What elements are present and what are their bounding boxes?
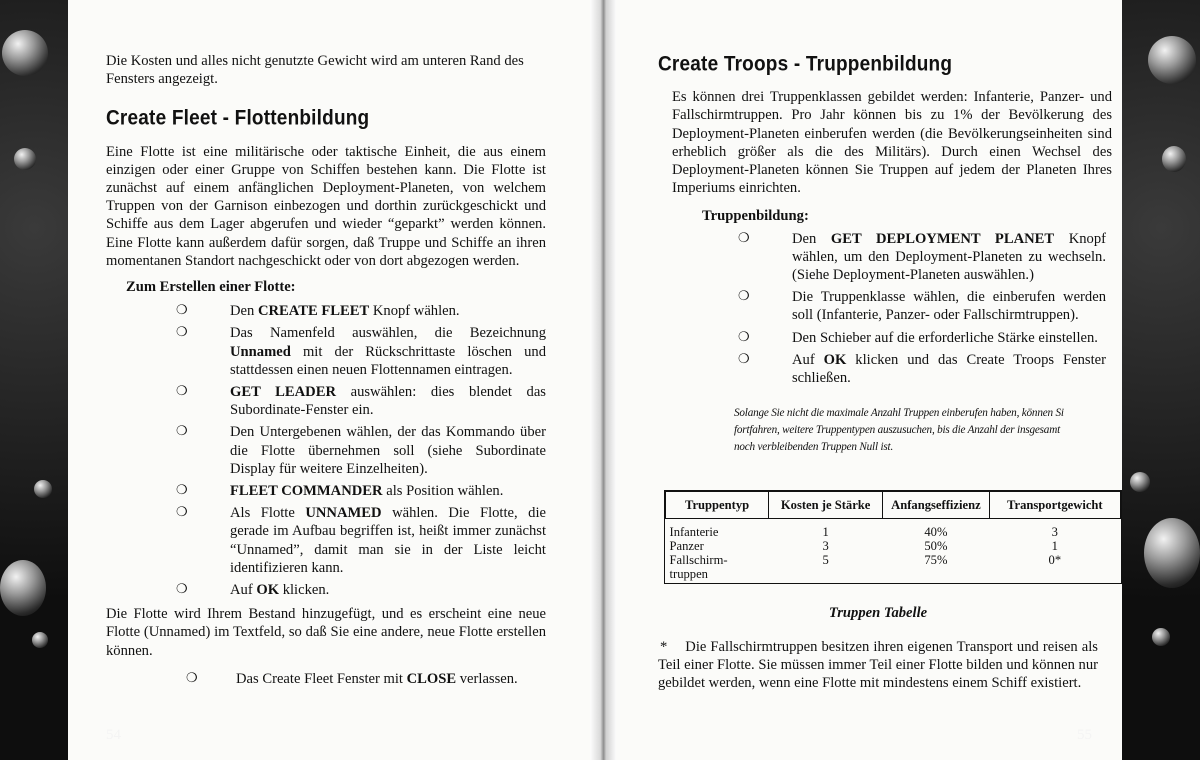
page-number: 54: [106, 727, 121, 743]
planet-image: [1144, 518, 1200, 588]
book-gutter: [590, 0, 616, 760]
note-line: Solange Sie nicht die maximale Anzahl Truppen einberufen haben, können Si: [734, 407, 1064, 420]
planet-image: [34, 480, 52, 498]
bullet-icon: ❍: [186, 670, 198, 686]
note-line: fortfahren, weitere Truppentypen auszusuchen, bis die Anzahl der insgesamt: [734, 424, 1060, 437]
step-item: [176, 302, 546, 320]
table-cell: Infanterie: [669, 525, 719, 540]
step-keyword: Unnamed: [230, 343, 291, 360]
table-cell: 1: [1051, 539, 1058, 554]
note-line: noch verbleibenden Truppen Null ist.: [734, 441, 894, 454]
right-page: [616, 0, 1122, 760]
body-paragraph: Es können drei Truppenklassen gebildet werden: Infanterie, Panzer- und Fallschirmtruppen. Pro Jahr können bis zu 1% der Bevölkerung des Deployment-Planeten einberufen werden (die Bevölkerungseinheiten sind erheblich größer als die des Militärs). Durch einen Wechsel des Deployment-Planeten können Sie Truppen auf jedem der Planeten Ihres Imperiums einrichten.: [672, 89, 1112, 197]
table-row: [666, 553, 1121, 583]
table-caption: Truppen Tabelle: [828, 604, 928, 621]
bullet-icon: ❍: [738, 289, 750, 305]
step-text: Auf: [792, 351, 824, 368]
bullet-icon: ❍: [176, 424, 188, 440]
section-heading: [106, 109, 576, 129]
step-item: [738, 329, 1106, 347]
step-item: [738, 351, 1106, 387]
table-cell: 40%: [924, 525, 948, 540]
planet-image: [1148, 36, 1196, 84]
footnote-marker: *: [660, 638, 668, 655]
table-cell: 0*: [1048, 553, 1062, 568]
table-header: Transportgewicht: [989, 492, 1120, 519]
step-item: [186, 670, 546, 688]
step-text: wählen. Die Flotte, die gerade im Aufbau begriffen ist, heißt immer zunächst “Unnamed”, damit man sie in der Liste leicht identifizieren kann.: [230, 505, 546, 576]
intro-paragraph: Die Kosten und alles nicht genutzte Gewicht wird am unteren Rand des Fensters angezeigt.: [106, 53, 524, 88]
step-keyword: GET LEADER: [230, 384, 336, 401]
step-text: Das Create Fleet Fenster mit: [236, 670, 407, 687]
left-page: [68, 0, 590, 760]
step-keyword: UNNAMED: [305, 505, 382, 522]
step-keyword: CREATE FLEET: [257, 303, 370, 320]
table-cell: 50%: [924, 539, 948, 554]
step-text: verlassen.: [456, 670, 518, 687]
table-cell: 75%: [924, 553, 948, 568]
bullet-icon: ❍: [176, 384, 188, 400]
italic-note: [734, 405, 1104, 456]
step-text: Knopf wählen.: [369, 303, 460, 320]
step-text: Das Namenfeld auswählen, die Bezeichnung: [230, 325, 546, 342]
step-item: [738, 288, 1106, 324]
step-text: Den Untergebenen wählen, der das Kommando über die Flotte übernehmen soll (siehe Subordinate Display für weitere Einzelheiten).: [230, 424, 546, 477]
step-text: klicken.: [279, 582, 330, 599]
step-text: als Position wählen.: [382, 483, 504, 500]
table-row: [666, 519, 1121, 540]
step-text: Den Schieber auf die erforderliche Stärke einstellen.: [792, 329, 1098, 346]
step-text: Den: [230, 303, 258, 320]
troops-table: [664, 490, 1122, 584]
step-text: Den: [792, 230, 831, 247]
step-item: [176, 504, 546, 577]
step-text: Die Truppenklasse wählen, die einberufen werden soll (Infanterie, Panzer- oder Fallschirmtruppen).: [792, 289, 1106, 324]
step-keyword: CLOSE: [406, 670, 457, 687]
table-cell: 5: [822, 553, 829, 568]
step-item: [176, 581, 546, 599]
bullet-icon: ❍: [738, 230, 750, 246]
step-list: [738, 230, 1106, 388]
step-item: [176, 324, 546, 379]
left-page-content: [106, 52, 576, 692]
table-header-row: [666, 492, 1121, 519]
planet-image: [1130, 472, 1150, 492]
table-header: Kosten je Stärke: [769, 492, 883, 519]
bullet-icon: ❍: [176, 505, 188, 521]
step-list: [176, 302, 546, 599]
planet-image: [0, 560, 46, 616]
table-header: Anfangseffizienz: [883, 492, 990, 519]
bullet-icon: ❍: [176, 325, 188, 341]
subheading: Truppenbildung:: [702, 208, 809, 225]
after-paragraph: Die Flotte wird Ihrem Bestand hinzugefügt, und es erscheint eine neue Flotte (Unnamed) im Textfeld, so daß Sie eine andere, neue Flotte erstellen können.: [106, 606, 546, 659]
right-page-content: [658, 52, 1122, 692]
bullet-icon: ❍: [738, 329, 750, 345]
footnote-text: Die Fallschirmtruppen besitzen ihren eigenen Transport und reisen als Teil einer Flotte. Sie müssen immer Teil einer Flotte bilden und können nur gebildet werden, wenn eine Flotte mit mindestens einem Schiff existiert.: [658, 638, 1098, 692]
close-step-list: [186, 670, 546, 688]
table-header: Truppentyp: [666, 492, 769, 519]
step-item: [176, 383, 546, 419]
heading-text: Create Fleet - Flottenbildung: [106, 107, 370, 131]
left-space-border: [0, 0, 68, 760]
step-text: Knopf wählen, um den Deployment-Planeten zu wechseln. (Siehe Deployment-Planeten auswählen.): [792, 230, 1106, 284]
page-number: 55: [1077, 727, 1092, 743]
subheading: Zum Erstellen einer Flotte:: [126, 279, 296, 296]
planet-image: [2, 30, 48, 76]
table-cell: Panzer: [669, 539, 704, 554]
step-keyword: OK: [256, 582, 280, 599]
footnote: [658, 638, 1098, 693]
heading-text: Create Troops - Truppenbildung: [658, 52, 953, 77]
step-keyword: OK: [823, 351, 847, 368]
planet-image: [1152, 628, 1170, 646]
step-keyword: FLEET COMMANDER: [230, 483, 383, 500]
bullet-icon: ❍: [176, 303, 188, 319]
planet-image: [32, 632, 48, 648]
table-row: [666, 539, 1121, 553]
step-text: mit der Rückschrittaste löschen und stattdessen einen neuen Flottennamen eintragen.: [230, 343, 546, 378]
table-body: [666, 519, 1121, 584]
bullet-icon: ❍: [176, 483, 188, 499]
planet-image: [14, 148, 36, 170]
section-heading: [658, 52, 1122, 77]
table-cell: 3: [822, 539, 829, 554]
step-text: Als Flotte: [230, 505, 306, 522]
planet-image: [1162, 146, 1186, 172]
table-cell: Fallschirm- truppen: [669, 553, 728, 582]
right-space-border: [1122, 0, 1200, 760]
step-item: [176, 482, 546, 500]
step-keyword: GET DEPLOYMENT PLANET: [830, 230, 1055, 247]
table-cell: 3: [1051, 525, 1058, 540]
body-paragraph: Eine Flotte ist eine militärische oder taktische Einheit, die aus einem einzigen oder einer Gruppe von Schiffen bestehen kann. Die Flotte ist zunächst auf einem anfänglichen Deployment-Planeten, von welchem Truppen von der Garnison einbezogen und dorthin zurückgeschickt und Schiffe aus dem Lager abgerufen und wieder “geparkt” werden können. Eine Flotte kann außerdem dafür sorgen, daß Truppe und Schiffe an ihren momentanen Standort nachgeschickt oder von dort abgezogen werden.: [106, 143, 546, 269]
step-item: [738, 230, 1106, 285]
bullet-icon: ❍: [738, 351, 750, 367]
step-text: auswählen: dies blendet das Subordinate-Fenster ein.: [230, 384, 546, 419]
step-item: [176, 423, 546, 478]
table-cell: 1: [822, 525, 829, 540]
step-text: klicken und das Create Troops Fenster schließen.: [792, 351, 1106, 387]
bullet-icon: ❍: [176, 582, 188, 598]
step-text: Auf: [230, 582, 257, 599]
